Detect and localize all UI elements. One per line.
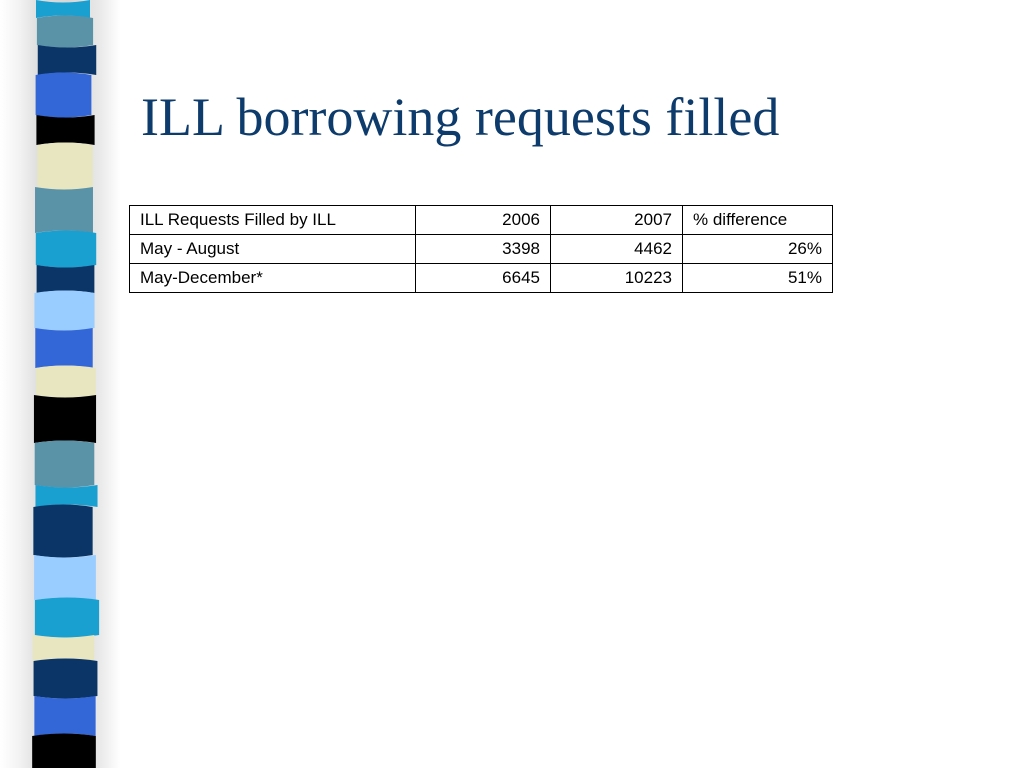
band-stripe bbox=[34, 555, 96, 600]
band-stripe bbox=[37, 265, 95, 293]
table-header-row bbox=[130, 206, 833, 235]
band-stripe bbox=[35, 187, 93, 233]
band-stripe bbox=[36, 73, 92, 118]
band-stripe bbox=[33, 505, 92, 558]
header-cell-2006: 2006 bbox=[416, 206, 551, 235]
cell-2006: 3398 bbox=[416, 235, 551, 264]
row-label: May-December* bbox=[130, 264, 416, 293]
band-stripe bbox=[34, 395, 96, 443]
table-row bbox=[130, 264, 833, 293]
cell-2007: 4462 bbox=[551, 235, 683, 264]
row-label: May - August bbox=[130, 235, 416, 264]
band-stripe bbox=[37, 143, 93, 190]
band-stripe bbox=[36, 366, 96, 398]
band-stripe bbox=[36, 0, 90, 18]
band-stripe bbox=[35, 328, 92, 368]
band-stripe bbox=[35, 598, 99, 638]
band-stripe bbox=[32, 734, 96, 768]
decorative-striped-band bbox=[0, 0, 120, 768]
cell-difference: 26% bbox=[683, 235, 833, 264]
band-stripe bbox=[36, 115, 94, 145]
band-stripe bbox=[34, 696, 95, 736]
cell-difference: 51% bbox=[683, 264, 833, 293]
table-row bbox=[130, 235, 833, 264]
cell-2007: 10223 bbox=[551, 264, 683, 293]
band-stripe bbox=[34, 659, 98, 699]
header-cell-label: ILL Requests Filled by ILL bbox=[130, 206, 416, 235]
cell-2006: 6645 bbox=[416, 264, 551, 293]
slide-title: ILL borrowing requests filled bbox=[141, 87, 780, 147]
header-cell-2007: 2007 bbox=[551, 206, 683, 235]
band-stripe bbox=[33, 635, 95, 661]
band-stripe bbox=[35, 441, 95, 488]
band-stripe bbox=[38, 45, 96, 75]
header-cell-difference: % difference bbox=[683, 206, 833, 235]
ill-requests-table bbox=[129, 205, 833, 293]
band-stripe bbox=[34, 291, 94, 331]
band-stripe bbox=[36, 231, 96, 268]
band-stripe bbox=[35, 485, 97, 507]
band-stripe bbox=[37, 16, 93, 48]
